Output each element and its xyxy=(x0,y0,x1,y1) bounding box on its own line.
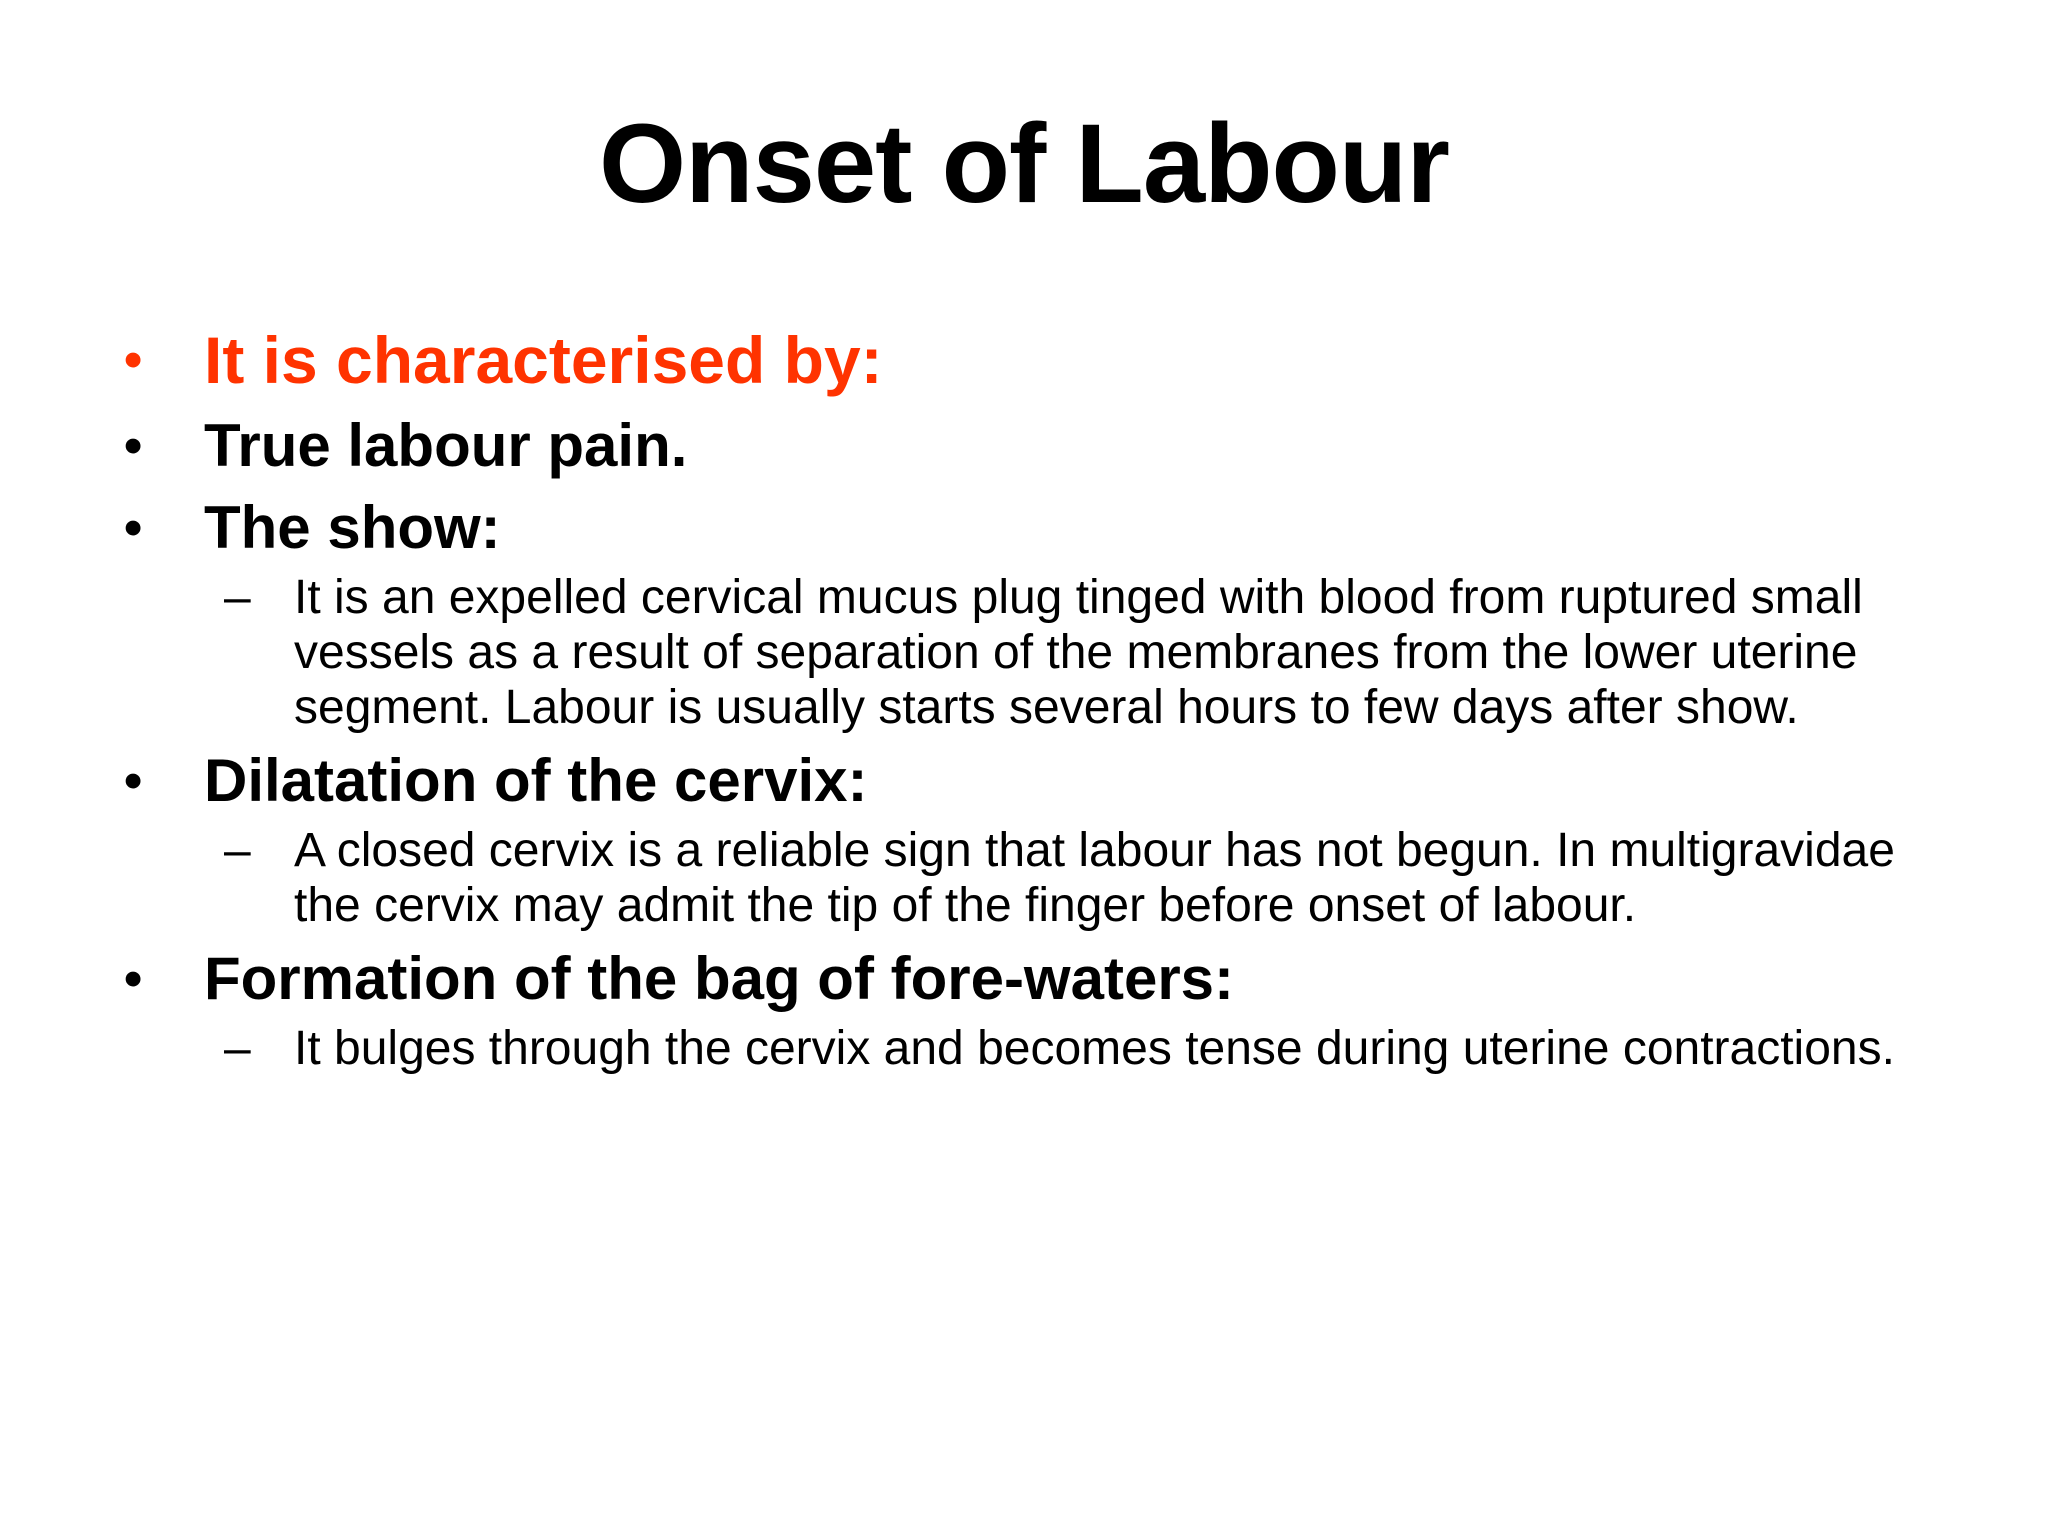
bullet-icon: • xyxy=(124,752,143,810)
bullet-text: Formation of the bag of fore-waters: xyxy=(204,945,1235,1012)
dash-icon: – xyxy=(224,824,251,877)
bullet-text: True labour pain. xyxy=(204,412,688,479)
slide-title: Onset of Labour xyxy=(599,101,1449,226)
sub-item-text: It is an expelled cervical mucus plug tinged with blood from ruptured small vessels as a result of separation of the membranes from the lower uterine segment. Labour is usually starts several hours to few days after show. xyxy=(294,571,1863,734)
bullet-item-dilatation xyxy=(124,745,1924,817)
bullet-text: Dilatation of the cervix: xyxy=(204,747,868,814)
sub-item-the-show xyxy=(124,570,1924,735)
bullet-item-characterised xyxy=(124,320,1924,400)
sub-item-text: It bulges through the cervix and becomes tense during uterine contractions. xyxy=(294,1022,1895,1075)
bullet-text: It is characterised by: xyxy=(204,323,883,397)
bullet-icon: • xyxy=(124,331,143,389)
bullet-text: The show: xyxy=(204,494,501,561)
bullet-icon: • xyxy=(124,499,143,557)
dash-icon: – xyxy=(224,571,251,624)
sub-item-text: A closed cervix is a reliable sign that labour has not begun. In multigravidae the cervix may admit the tip of the finger before onset of labour. xyxy=(294,824,1895,932)
bullet-item-fore-waters xyxy=(124,943,1924,1015)
dash-icon: – xyxy=(224,1022,251,1075)
bullet-icon: • xyxy=(124,417,143,475)
sub-item-dilatation xyxy=(124,823,1924,933)
bullet-item-true-labour-pain xyxy=(124,410,1924,482)
bullet-item-the-show xyxy=(124,492,1924,564)
sub-item-fore-waters xyxy=(124,1021,1924,1076)
bullet-icon: • xyxy=(124,950,143,1008)
bullet-list xyxy=(124,320,1924,1080)
